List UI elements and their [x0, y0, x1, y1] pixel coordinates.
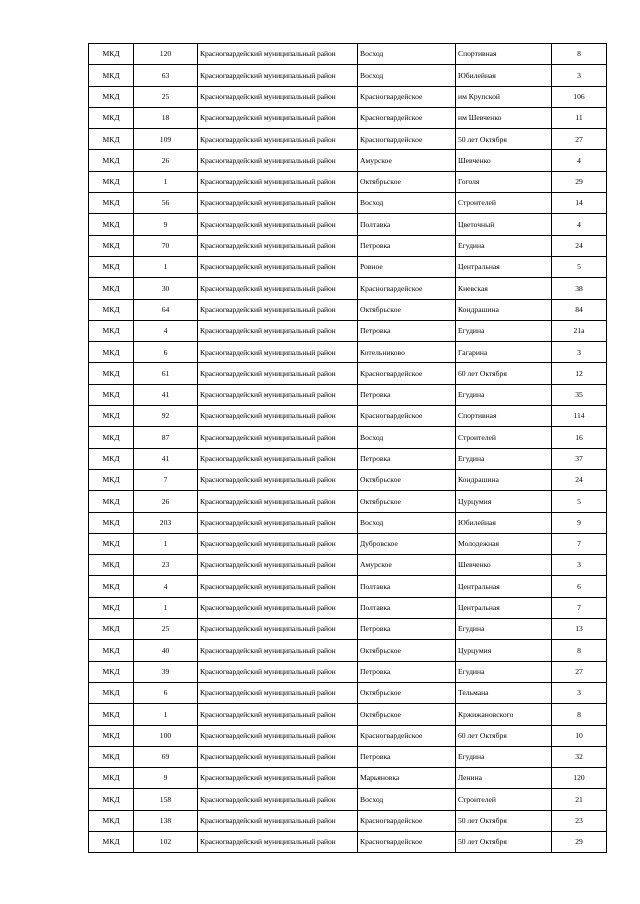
- house-number-cell: 21: [552, 789, 607, 810]
- count-cell: 6: [134, 682, 198, 703]
- count-cell: 56: [134, 193, 198, 214]
- building-type-cell: МКД: [89, 406, 134, 427]
- district-cell: Красногвардейский муниципальный район: [198, 214, 358, 235]
- settlement-cell: Петровка: [358, 235, 456, 256]
- building-type-cell: МКД: [89, 619, 134, 640]
- house-number-cell: 14: [552, 193, 607, 214]
- street-cell: Строителей: [456, 427, 552, 448]
- count-cell: 9: [134, 214, 198, 235]
- building-type-cell: МКД: [89, 384, 134, 405]
- table-row: [89, 299, 607, 320]
- buildings-table: [88, 43, 607, 853]
- building-type-cell: МКД: [89, 86, 134, 107]
- street-cell: Спортивная: [456, 44, 552, 65]
- building-type-cell: МКД: [89, 427, 134, 448]
- district-cell: Красногвардейский муниципальный район: [198, 320, 358, 341]
- table-row: [89, 661, 607, 682]
- street-cell: Шевченко: [456, 555, 552, 576]
- district-cell: Красногвардейский муниципальный район: [198, 150, 358, 171]
- table-row: [89, 235, 607, 256]
- table-row: [89, 768, 607, 789]
- count-cell: 1: [134, 256, 198, 277]
- settlement-cell: Красногвардейское: [358, 129, 456, 150]
- count-cell: 1: [134, 533, 198, 554]
- street-cell: Егудина: [456, 661, 552, 682]
- district-cell: Красногвардейский муниципальный район: [198, 640, 358, 661]
- settlement-cell: Полтавка: [358, 214, 456, 235]
- table-row: [89, 469, 607, 490]
- street-cell: 60 лет Октября: [456, 725, 552, 746]
- house-number-cell: 106: [552, 86, 607, 107]
- house-number-cell: 12: [552, 363, 607, 384]
- settlement-cell: Дубровское: [358, 533, 456, 554]
- house-number-cell: 3: [552, 682, 607, 703]
- settlement-cell: Восход: [358, 427, 456, 448]
- count-cell: 40: [134, 640, 198, 661]
- building-type-cell: МКД: [89, 256, 134, 277]
- street-cell: 50 лет Октября: [456, 831, 552, 852]
- district-cell: Красногвардейский муниципальный район: [198, 235, 358, 256]
- table-row: [89, 682, 607, 703]
- district-cell: Красногвардейский муниципальный район: [198, 512, 358, 533]
- building-type-cell: МКД: [89, 320, 134, 341]
- settlement-cell: Октябрьское: [358, 682, 456, 703]
- building-type-cell: МКД: [89, 44, 134, 65]
- district-cell: Красногвардейский муниципальный район: [198, 682, 358, 703]
- district-cell: Красногвардейский муниципальный район: [198, 129, 358, 150]
- house-number-cell: 13: [552, 619, 607, 640]
- settlement-cell: Октябрьское: [358, 299, 456, 320]
- settlement-cell: Октябрьское: [358, 491, 456, 512]
- street-cell: Кржижановского: [456, 704, 552, 725]
- street-cell: Строителей: [456, 193, 552, 214]
- house-number-cell: 21а: [552, 320, 607, 341]
- building-type-cell: МКД: [89, 810, 134, 831]
- count-cell: 4: [134, 576, 198, 597]
- table-row: [89, 427, 607, 448]
- table-row: [89, 491, 607, 512]
- district-cell: Красногвардейский муниципальный район: [198, 299, 358, 320]
- building-type-cell: МКД: [89, 555, 134, 576]
- street-cell: Молодежная: [456, 533, 552, 554]
- table-row: [89, 597, 607, 618]
- table-row: [89, 448, 607, 469]
- table-row: [89, 512, 607, 533]
- street-cell: 50 лет Октября: [456, 129, 552, 150]
- street-cell: Строителей: [456, 789, 552, 810]
- count-cell: 158: [134, 789, 198, 810]
- count-cell: 4: [134, 320, 198, 341]
- street-cell: им Шевченко: [456, 107, 552, 128]
- table-row: [89, 44, 607, 65]
- count-cell: 1: [134, 597, 198, 618]
- table-row: [89, 278, 607, 299]
- house-number-cell: 4: [552, 150, 607, 171]
- settlement-cell: Петровка: [358, 448, 456, 469]
- house-number-cell: 32: [552, 746, 607, 767]
- house-number-cell: 84: [552, 299, 607, 320]
- table-row: [89, 384, 607, 405]
- house-number-cell: 7: [552, 597, 607, 618]
- count-cell: 18: [134, 107, 198, 128]
- street-cell: Киевская: [456, 278, 552, 299]
- building-type-cell: МКД: [89, 746, 134, 767]
- count-cell: 39: [134, 661, 198, 682]
- count-cell: 63: [134, 65, 198, 86]
- count-cell: 203: [134, 512, 198, 533]
- settlement-cell: Восход: [358, 789, 456, 810]
- house-number-cell: 3: [552, 342, 607, 363]
- table-row: [89, 640, 607, 661]
- house-number-cell: 3: [552, 65, 607, 86]
- count-cell: 1: [134, 704, 198, 725]
- table-row: [89, 171, 607, 192]
- district-cell: Красногвардейский муниципальный район: [198, 278, 358, 299]
- house-number-cell: 8: [552, 704, 607, 725]
- street-cell: Гоголя: [456, 171, 552, 192]
- count-cell: 102: [134, 831, 198, 852]
- table-row: [89, 555, 607, 576]
- building-type-cell: МКД: [89, 129, 134, 150]
- settlement-cell: Петровка: [358, 661, 456, 682]
- house-number-cell: 27: [552, 661, 607, 682]
- building-type-cell: МКД: [89, 789, 134, 810]
- street-cell: Егудина: [456, 320, 552, 341]
- table-row: [89, 193, 607, 214]
- settlement-cell: Восход: [358, 65, 456, 86]
- house-number-cell: 29: [552, 831, 607, 852]
- building-type-cell: МКД: [89, 342, 134, 363]
- settlement-cell: Петровка: [358, 746, 456, 767]
- table-row: [89, 704, 607, 725]
- building-type-cell: МКД: [89, 704, 134, 725]
- district-cell: Красногвардейский муниципальный район: [198, 576, 358, 597]
- district-cell: Красногвардейский муниципальный район: [198, 661, 358, 682]
- count-cell: 41: [134, 384, 198, 405]
- district-cell: Красногвардейский муниципальный район: [198, 704, 358, 725]
- house-number-cell: 35: [552, 384, 607, 405]
- district-cell: Красногвардейский муниципальный район: [198, 384, 358, 405]
- street-cell: 60 лет Октября: [456, 363, 552, 384]
- district-cell: Красногвардейский муниципальный район: [198, 44, 358, 65]
- building-type-cell: МКД: [89, 533, 134, 554]
- settlement-cell: Красногвардейское: [358, 406, 456, 427]
- district-cell: Красногвардейский муниципальный район: [198, 86, 358, 107]
- house-number-cell: 37: [552, 448, 607, 469]
- district-cell: Красногвардейский муниципальный район: [198, 256, 358, 277]
- settlement-cell: Ровное: [358, 256, 456, 277]
- house-number-cell: 5: [552, 256, 607, 277]
- settlement-cell: Октябрьское: [358, 704, 456, 725]
- table-row: [89, 810, 607, 831]
- street-cell: Тельмана: [456, 682, 552, 703]
- count-cell: 6: [134, 342, 198, 363]
- count-cell: 100: [134, 725, 198, 746]
- house-number-cell: 6: [552, 576, 607, 597]
- building-type-cell: МКД: [89, 299, 134, 320]
- street-cell: им Крупской: [456, 86, 552, 107]
- table-row: [89, 256, 607, 277]
- settlement-cell: Красногвардейское: [358, 363, 456, 384]
- district-cell: Красногвардейский муниципальный район: [198, 555, 358, 576]
- district-cell: Красногвардейский муниципальный район: [198, 789, 358, 810]
- count-cell: 26: [134, 150, 198, 171]
- building-type-cell: МКД: [89, 171, 134, 192]
- house-number-cell: 23: [552, 810, 607, 831]
- street-cell: Егудина: [456, 384, 552, 405]
- district-cell: Красногвардейский муниципальный район: [198, 491, 358, 512]
- table-row: [89, 150, 607, 171]
- settlement-cell: Красногвардейское: [358, 278, 456, 299]
- street-cell: Цурцумия: [456, 640, 552, 661]
- count-cell: 87: [134, 427, 198, 448]
- count-cell: 92: [134, 406, 198, 427]
- house-number-cell: 5: [552, 491, 607, 512]
- settlement-cell: Восход: [358, 44, 456, 65]
- count-cell: 138: [134, 810, 198, 831]
- house-number-cell: 29: [552, 171, 607, 192]
- settlement-cell: Петровка: [358, 619, 456, 640]
- street-cell: Центральная: [456, 597, 552, 618]
- settlement-cell: Петровка: [358, 320, 456, 341]
- building-type-cell: МКД: [89, 661, 134, 682]
- count-cell: 70: [134, 235, 198, 256]
- settlement-cell: Амурское: [358, 555, 456, 576]
- building-type-cell: МКД: [89, 491, 134, 512]
- table-body: [89, 44, 607, 853]
- settlement-cell: Петровка: [358, 384, 456, 405]
- district-cell: Красногвардейский муниципальный район: [198, 427, 358, 448]
- street-cell: Центральная: [456, 576, 552, 597]
- building-type-cell: МКД: [89, 768, 134, 789]
- district-cell: Красногвардейский муниципальный район: [198, 193, 358, 214]
- district-cell: Красногвардейский муниципальный район: [198, 746, 358, 767]
- district-cell: Красногвардейский муниципальный район: [198, 342, 358, 363]
- street-cell: Спортивная: [456, 406, 552, 427]
- table-row: [89, 789, 607, 810]
- street-cell: Кондрашина: [456, 469, 552, 490]
- building-type-cell: МКД: [89, 512, 134, 533]
- street-cell: Шевченко: [456, 150, 552, 171]
- building-type-cell: МКД: [89, 682, 134, 703]
- street-cell: Центральная: [456, 256, 552, 277]
- table-row: [89, 107, 607, 128]
- district-cell: Красногвардейский муниципальный район: [198, 107, 358, 128]
- count-cell: 41: [134, 448, 198, 469]
- building-type-cell: МКД: [89, 363, 134, 384]
- street-cell: 50 лет Октября: [456, 810, 552, 831]
- building-type-cell: МКД: [89, 831, 134, 852]
- settlement-cell: Котельниково: [358, 342, 456, 363]
- count-cell: 7: [134, 469, 198, 490]
- house-number-cell: 8: [552, 44, 607, 65]
- settlement-cell: Красногвардейское: [358, 810, 456, 831]
- street-cell: Егудина: [456, 448, 552, 469]
- street-cell: Гагарина: [456, 342, 552, 363]
- count-cell: 120: [134, 44, 198, 65]
- house-number-cell: 27: [552, 129, 607, 150]
- count-cell: 64: [134, 299, 198, 320]
- street-cell: Егудина: [456, 235, 552, 256]
- table-row: [89, 65, 607, 86]
- settlement-cell: Марьяновка: [358, 768, 456, 789]
- building-type-cell: МКД: [89, 150, 134, 171]
- count-cell: 26: [134, 491, 198, 512]
- house-number-cell: 24: [552, 235, 607, 256]
- count-cell: 61: [134, 363, 198, 384]
- table-row: [89, 576, 607, 597]
- district-cell: Красногвардейский муниципальный район: [198, 768, 358, 789]
- settlement-cell: Красногвардейское: [358, 86, 456, 107]
- house-number-cell: 114: [552, 406, 607, 427]
- settlement-cell: Октябрьское: [358, 640, 456, 661]
- house-number-cell: 16: [552, 427, 607, 448]
- count-cell: 109: [134, 129, 198, 150]
- district-cell: Красногвардейский муниципальный район: [198, 448, 358, 469]
- building-type-cell: МКД: [89, 214, 134, 235]
- street-cell: Кондрашина: [456, 299, 552, 320]
- house-number-cell: 4: [552, 214, 607, 235]
- settlement-cell: Октябрьское: [358, 171, 456, 192]
- district-cell: Красногвардейский муниципальный район: [198, 171, 358, 192]
- building-type-cell: МКД: [89, 193, 134, 214]
- building-type-cell: МКД: [89, 65, 134, 86]
- house-number-cell: 9: [552, 512, 607, 533]
- house-number-cell: 8: [552, 640, 607, 661]
- house-number-cell: 3: [552, 555, 607, 576]
- building-type-cell: МКД: [89, 469, 134, 490]
- house-number-cell: 7: [552, 533, 607, 554]
- table-row: [89, 214, 607, 235]
- street-cell: Егудина: [456, 746, 552, 767]
- building-type-cell: МКД: [89, 725, 134, 746]
- building-type-cell: МКД: [89, 576, 134, 597]
- table-row: [89, 533, 607, 554]
- table-row: [89, 129, 607, 150]
- settlement-cell: Октябрьское: [358, 469, 456, 490]
- district-cell: Красногвардейский муниципальный район: [198, 831, 358, 852]
- settlement-cell: Красногвардейское: [358, 831, 456, 852]
- table-row: [89, 619, 607, 640]
- count-cell: 1: [134, 171, 198, 192]
- house-number-cell: 38: [552, 278, 607, 299]
- count-cell: 25: [134, 86, 198, 107]
- count-cell: 9: [134, 768, 198, 789]
- district-cell: Красногвардейский муниципальный район: [198, 810, 358, 831]
- settlement-cell: Восход: [358, 193, 456, 214]
- district-cell: Красногвардейский муниципальный район: [198, 406, 358, 427]
- building-type-cell: МКД: [89, 640, 134, 661]
- district-cell: Красногвардейский муниципальный район: [198, 65, 358, 86]
- street-cell: Егудина: [456, 619, 552, 640]
- district-cell: Красногвардейский муниципальный район: [198, 363, 358, 384]
- table-row: [89, 406, 607, 427]
- count-cell: 30: [134, 278, 198, 299]
- building-type-cell: МКД: [89, 107, 134, 128]
- street-cell: Юбилейная: [456, 65, 552, 86]
- settlement-cell: Красногвардейское: [358, 725, 456, 746]
- settlement-cell: Красногвардейское: [358, 107, 456, 128]
- street-cell: Цурцумия: [456, 491, 552, 512]
- count-cell: 23: [134, 555, 198, 576]
- district-cell: Красногвардейский муниципальный район: [198, 597, 358, 618]
- house-number-cell: 11: [552, 107, 607, 128]
- building-type-cell: МКД: [89, 235, 134, 256]
- building-type-cell: МКД: [89, 448, 134, 469]
- district-cell: Красногвардейский муниципальный район: [198, 533, 358, 554]
- count-cell: 69: [134, 746, 198, 767]
- district-cell: Красногвардейский муниципальный район: [198, 619, 358, 640]
- house-number-cell: 24: [552, 469, 607, 490]
- table-row: [89, 746, 607, 767]
- house-number-cell: 120: [552, 768, 607, 789]
- settlement-cell: Полтавка: [358, 576, 456, 597]
- settlement-cell: Амурское: [358, 150, 456, 171]
- table-row: [89, 831, 607, 852]
- street-cell: Ленина: [456, 768, 552, 789]
- table-row: [89, 342, 607, 363]
- table-row: [89, 320, 607, 341]
- settlement-cell: Восход: [358, 512, 456, 533]
- building-type-cell: МКД: [89, 597, 134, 618]
- table-row: [89, 86, 607, 107]
- house-number-cell: 10: [552, 725, 607, 746]
- street-cell: Юбилейная: [456, 512, 552, 533]
- district-cell: Красногвардейский муниципальный район: [198, 725, 358, 746]
- table-row: [89, 363, 607, 384]
- district-cell: Красногвардейский муниципальный район: [198, 469, 358, 490]
- settlement-cell: Полтавка: [358, 597, 456, 618]
- street-cell: Цветочный: [456, 214, 552, 235]
- count-cell: 25: [134, 619, 198, 640]
- table-row: [89, 725, 607, 746]
- building-type-cell: МКД: [89, 278, 134, 299]
